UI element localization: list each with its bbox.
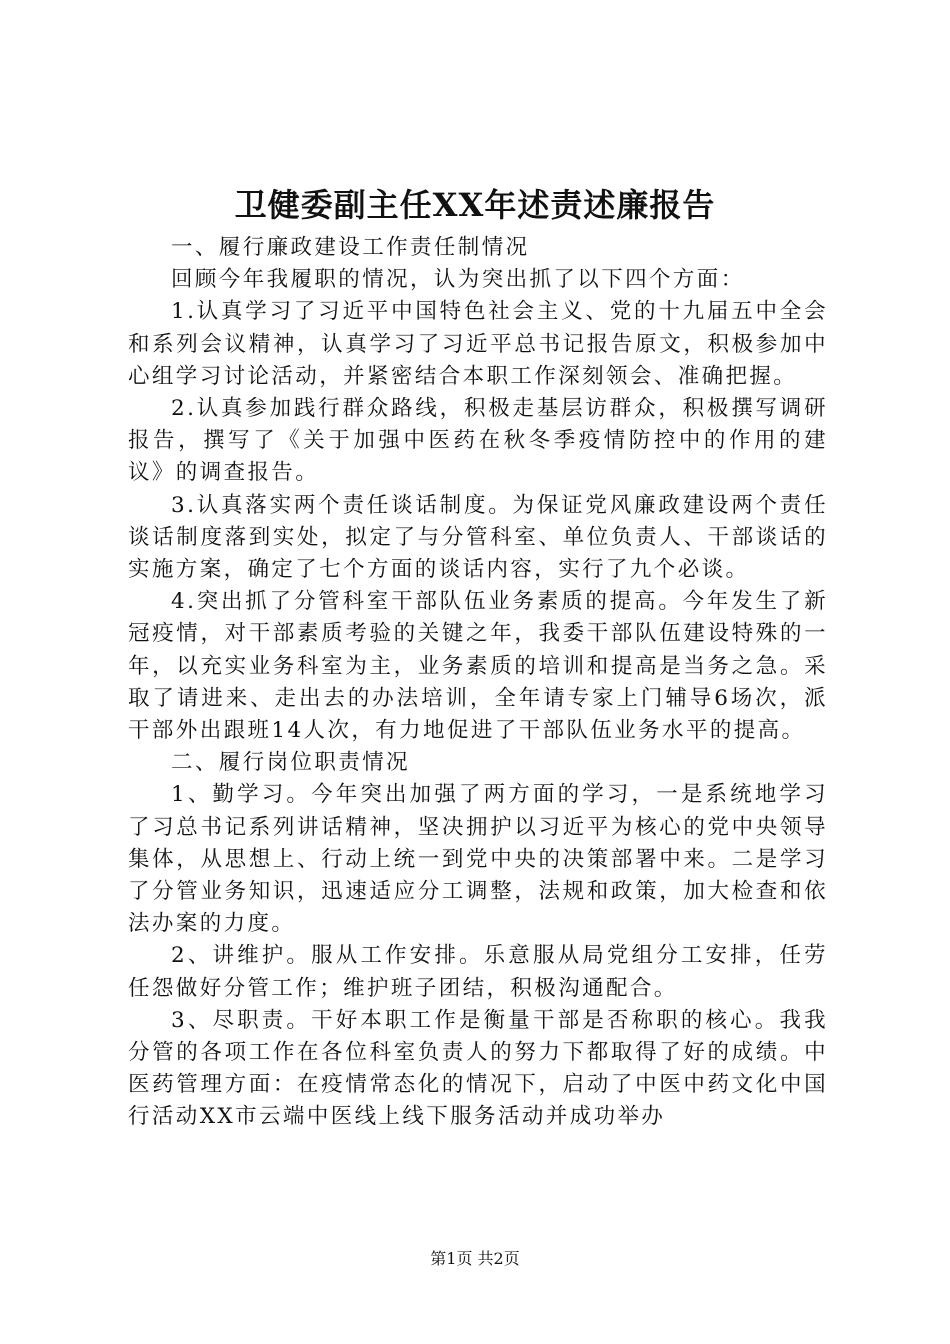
paragraph-item-4: 4.突出抓了分管科室干部队伍业务素质的提高。今年发生了新冠疫情，对干部素质考验的关键之年，我委干部队伍建设特殊的一年，以充实业务科室为主，业务素质的培训和提高是当务之急。采取了请进来、走出去的办法培训，全年请专家上门辅导6场次，派干部外出跟班14人次，有力地促进了干部队伍业务水平的提高。 — [128, 589, 828, 744]
document-body — [128, 232, 828, 1134]
document-title: 卫健委副主任XX年述责述廉报告 — [234, 186, 716, 224]
paragraph-item-1: 1.认真学习了习近平中国特色社会主义、党的十九届五中全会和系列会议精神，认真学习了习近平总书记报告原文，积极参加中心组学习讨论活动，并紧密结合本职工作深刻领会、准确把握。 — [128, 299, 828, 389]
paragraph-duty-2: 2、讲维护。服从工作安排。乐意服从局党组分工安排，任劳任怨做好分管工作；维护班子团结，积极沟通配合。 — [128, 943, 828, 1001]
paragraph-item-3: 3.认真落实两个责任谈话制度。为保证党风廉政建设两个责任谈话制度落到实处，拟定了与分管科室、单位负责人、干部谈话的实施方案，确定了七个方面的谈话内容，实行了九个必谈。 — [128, 492, 828, 583]
paragraph-duty-3: 3、尽职责。干好本职工作是衡量干部是否称职的核心。我我分管的各项工作在各位科室负责人的努力下都取得了好的成绩。中医药管理方面：在疫情常态化的情况下，启动了中医中药文化中国行活动XX市云端中医线上线下服务活动并成功举办 — [128, 1007, 828, 1130]
page-footer: 第1页 共2页 — [430, 1249, 520, 1268]
paragraph-intro: 回顾今年我履职的情况，认为突出抓了以下四个方面： — [171, 267, 745, 293]
section-heading-1: 一、履行廉政建设工作责任制情况 — [171, 235, 530, 260]
paragraph-duty-1: 1、勤学习。今年突出加强了两方面的学习，一是系统地学习了习总书记系列讲话精神，坚决拥护以习近平为核心的党中央领导集体，从思想上、行动上统一到党中央的决策部署中来。二是学习了分管业务知识，迅速适应分工调整，法规和政策，加大检查和依法办案的力度。 — [128, 782, 828, 937]
paragraph-item-2: 2.认真参加践行群众路线，积极走基层访群众，积极撰写调研报告，撰写了《关于加强中医药在秋冬季疫情防控中的作用的建议》的调查报告。 — [128, 396, 828, 486]
section-heading-2: 二、履行岗位职责情况 — [171, 750, 411, 776]
